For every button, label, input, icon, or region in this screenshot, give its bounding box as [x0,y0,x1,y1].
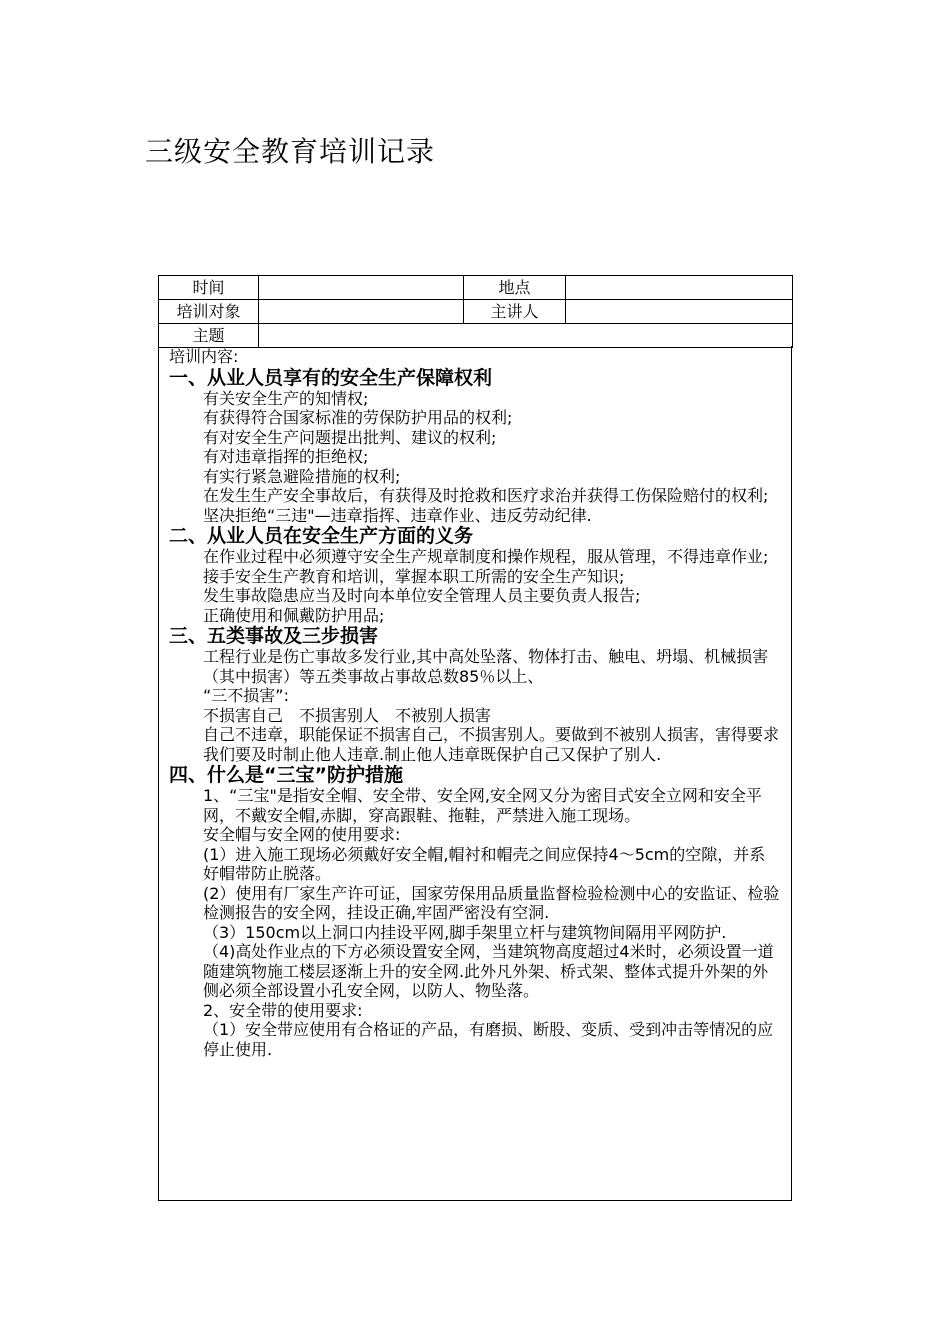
s1-item: 有关安全生产的知情权; [203,388,369,408]
s4-item: (2）使用有厂家生产许可证，国家劳保用品质量监督检验检测中心的安监证、检验检测报告的安全网，挂设正确,牢固严密没有空洞. [203,883,780,922]
s3-paragraph: “三不损害”: [203,686,289,705]
section-3-title: 三、五类事故及三步损害 [169,625,379,647]
training-record-form [158,275,793,348]
topic-label: 主题 [159,324,259,348]
s1-item: 有获得符合国家标准的劳保防护用品的权利; [203,408,513,427]
s4-item: 1、“三宝"是指安全帽、安全带、安全网,安全网又分为密目式安全立网和安全平网，不戴安全帽,赤脚，穿高跟鞋、拖鞋，严禁进入施工现场。 [203,786,762,825]
section-4-title: 四、什么是“三宝”防护措施 [169,764,403,786]
s3-no-harm-self: 不损害自己 [203,705,284,725]
trainee-label: 培训对象 [159,300,259,324]
s2-item: 在作业过程中必须遵守安全生产规章制度和操作规程，服从管理，不得违章作业; [203,547,769,566]
trainee-field[interactable] [259,300,464,324]
form-row-trainee-lecturer [159,300,793,324]
s1-item: 有实行紧急避险措施的权利; [203,466,401,486]
document-title: 三级安全教育培训记录 [145,135,436,168]
s4-item: （4)高处作业点的下方必须设置安全网，当建筑物高度超过4米时，必须设置一道随建筑物施工楼层逐渐上升的安全网.此外凡外架、桥式架、整体式提升外架的外侧必须全部设置小孔安全网，以防人、物坠落。 [203,942,774,1000]
s3-no-harm-others: 不损害别人 [299,705,380,725]
s2-item: 正确使用和佩戴防护用品; [203,605,385,625]
s3-paragraph: 工程行业是伤亡事故多发行业,其中高处坠落、物体打击、触电、坍塌、机械损害（其中损害）等五类事故占事故总数85％以上、 [203,647,769,686]
s1-item: 在发生生产安全事故后，有获得及时抢救和医疗求治并获得工伤保险赔付的权利; [203,486,769,505]
training-content-box [158,346,792,1201]
s1-item: 有对违章指挥的拒绝权; [203,447,369,466]
s1-item: 坚决拒绝“三违"—违章指挥、违章作业、违反劳动纪律. [203,505,592,525]
form-row-topic [159,324,793,348]
s3-not-harmed: 不被别人损害 [395,705,492,725]
lecturer-field[interactable] [566,300,793,324]
content-heading: 培训内容: [169,347,239,366]
s4-item: （1）安全带应使用有合格证的产品，有磨损、断股、变质、受到冲击等情况的应停止使用. [203,1020,774,1059]
s2-item: 发生事故隐患应当及时向本单位安全管理人员主要负责人报告; [203,586,641,605]
s3-paragraph: 自己不违章，职能保证不损害自己，不损害别人。要做到不被别人损害，害得要求我们要及时制止他人违章.制止他人违章既保护自己又保护了别人. [203,725,780,764]
s4-item: (1）进入施工现场必须戴好安全帽,帽衬和帽壳之间应保持4～5cm的空隙，并系好帽带防止脱落。 [203,844,766,883]
s2-item: 接手安全生产教育和培训，掌握本职工所需的安全生产知识; [203,566,625,586]
s4-item: 2、安全带的使用要求: [203,1000,363,1020]
section-2-title: 二、从业人员在安全生产方面的义务 [169,525,474,547]
form-row-time-location [159,276,793,300]
lecturer-label: 主讲人 [464,300,566,324]
s3-three-no-harm [169,706,781,726]
section-1-title: 一、从业人员享有的安全生产保障权利 [169,366,493,389]
location-label: 地点 [464,276,566,300]
location-field[interactable] [566,276,793,300]
s4-item: 安全帽与安全网的使用要求: [203,825,401,844]
topic-field[interactable] [259,324,793,348]
s4-item: （3）150cm以上洞口内挂设平网,脚手架里立杆与建筑物间隔用平网防护. [203,922,727,942]
time-field[interactable] [259,276,464,300]
time-label: 时间 [159,276,259,300]
s1-item: 有对安全生产问题提出批判、建议的权利; [203,427,497,447]
